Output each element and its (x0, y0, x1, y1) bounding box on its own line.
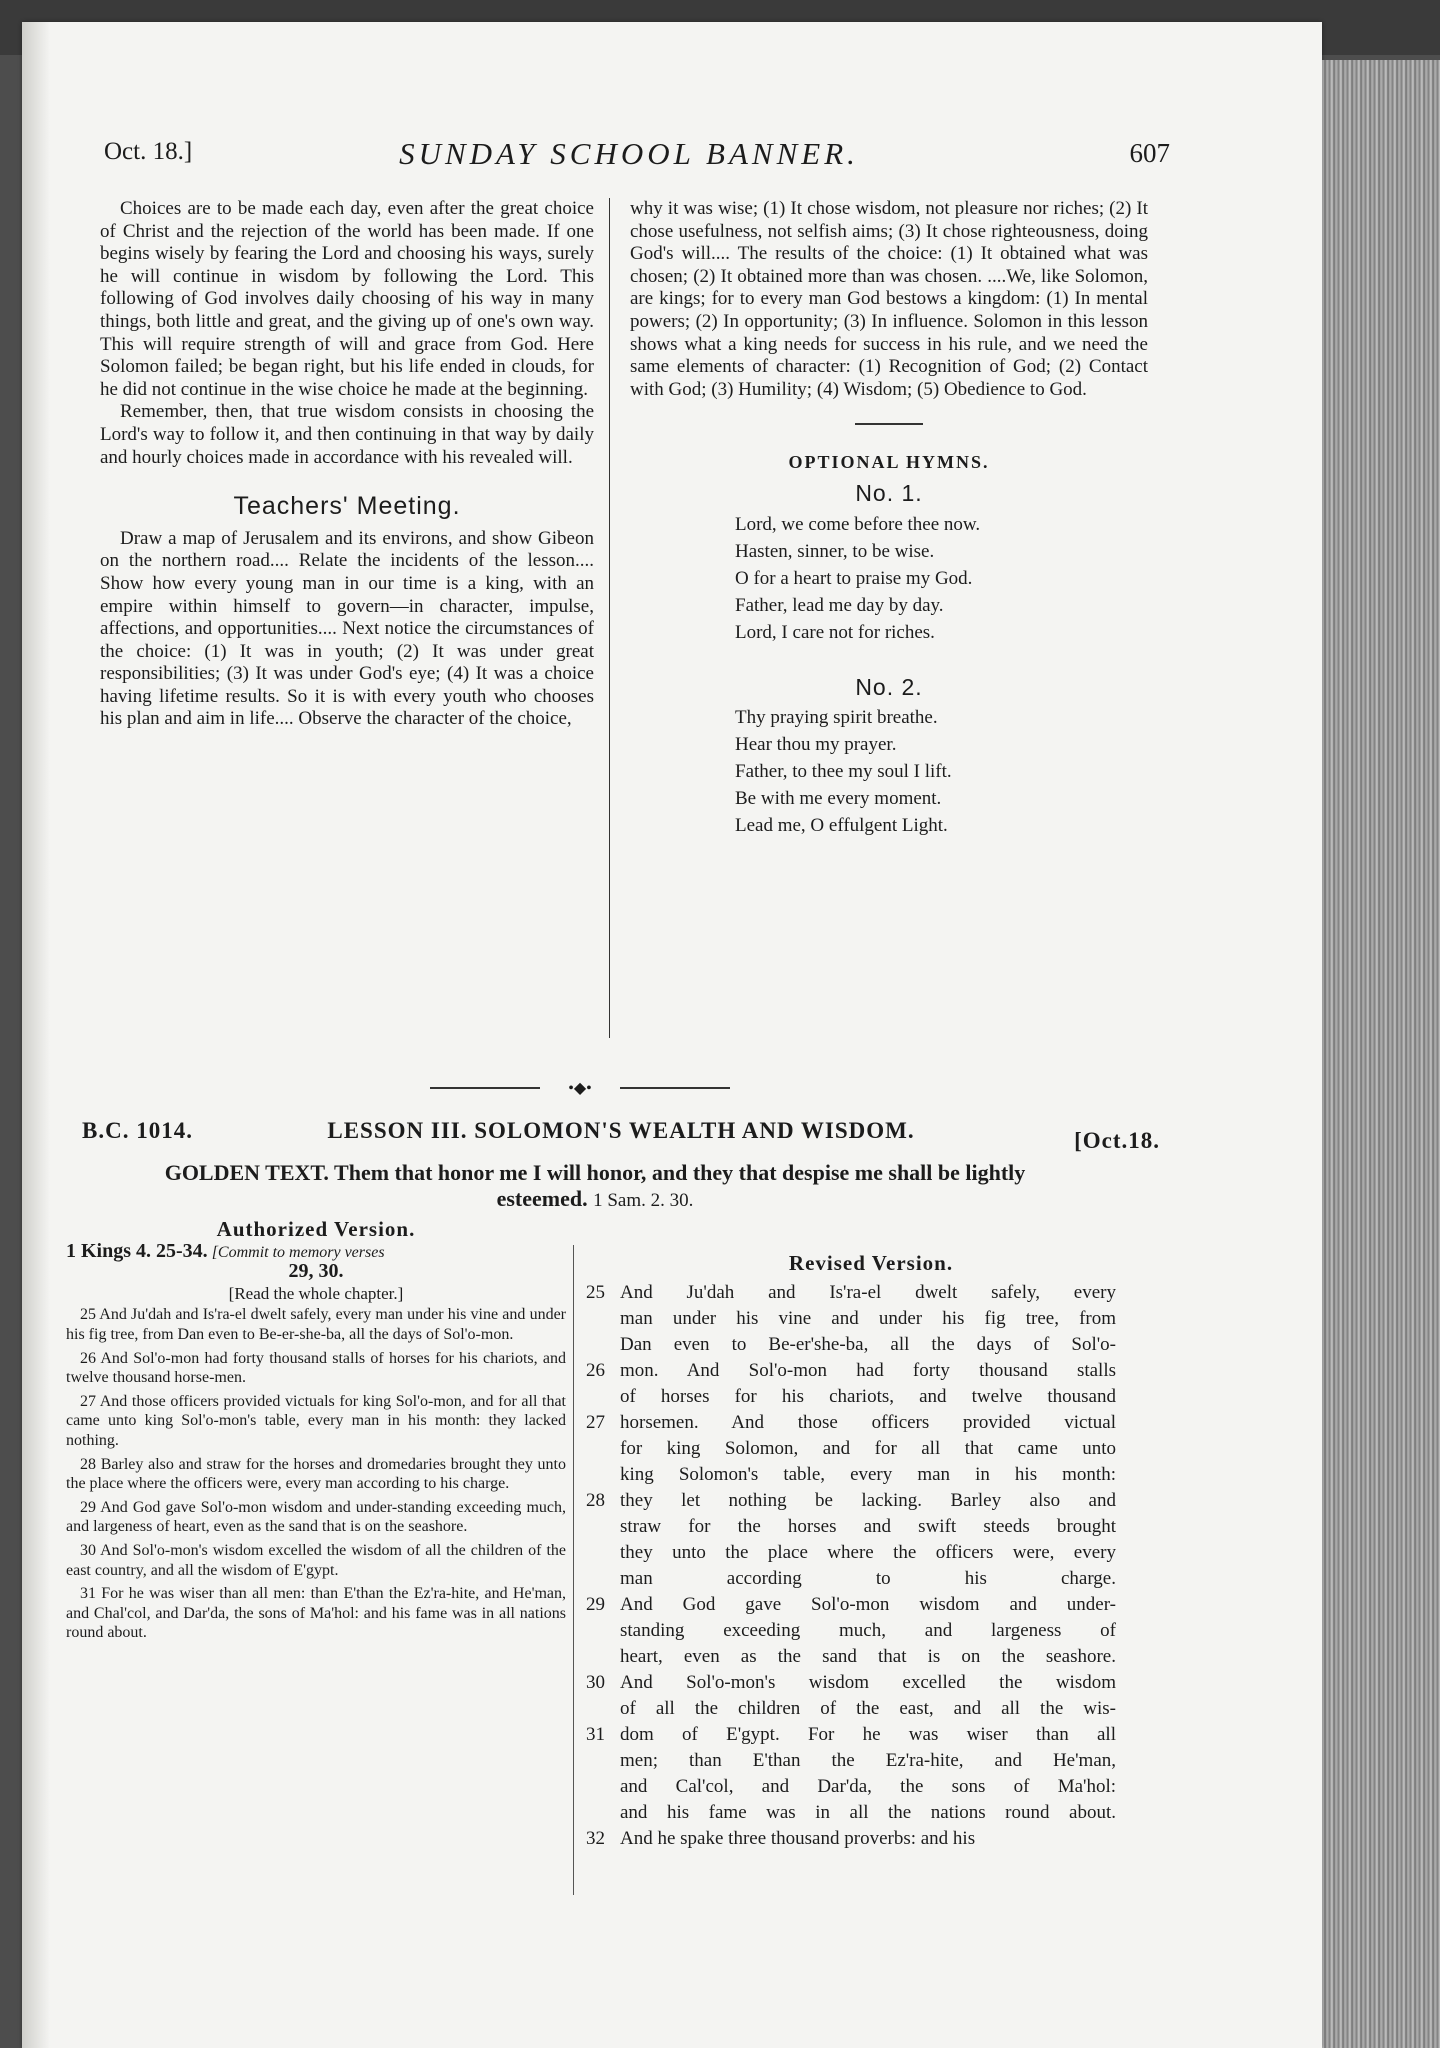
lesson-date: [Oct.18. (1074, 1128, 1160, 1153)
verse-number (586, 1540, 620, 1566)
hymn-list (630, 704, 1148, 839)
revised-line (586, 1488, 1116, 1514)
hymn-list (630, 511, 1148, 646)
hymn-line: Thy praying spirit breathe. (735, 707, 938, 729)
revised-line (586, 1644, 1116, 1670)
verse-number: 26 (586, 1360, 605, 1381)
revised-line (586, 1436, 1116, 1462)
revised-line (586, 1592, 1116, 1618)
hymn-line: Hasten, sinner, to be wise. (735, 540, 935, 562)
left-column (100, 198, 594, 731)
book-fore-edge (1318, 60, 1440, 2048)
verse-number: 30 (586, 1672, 605, 1693)
verse-text: And God gave Sol'o-mon wisdom and under- (620, 1594, 1116, 1615)
revised-line (586, 1670, 1116, 1696)
revised-version-title: Revised Version. (788, 1251, 954, 1275)
verse: 25 And Ju'dah and Is'ra-el dwelt safely, every man under his vine and under his fig tree, from Dan even to Be-er-she-ba, all the days of Sol'o-mon. (66, 1306, 566, 1343)
body-paragraph: Remember, then, that true wisdom consists in choosing the Lord's way to follow it, and then continuing in that way by daily and hourly choices made in accordance with his revealed will. (100, 401, 594, 468)
body-paragraph: why it was wise; (1) It chose wisdom, not pleasure nor riches; (2) It chose usefulness, not selfish aims; (3) It chose righteousness, doing God's will.... The results of the choice: (1) It obtained what was chosen; (2) It obtained more than was chosen. ....We, like Solomon, are kings; for to every man God bestows a kingdom: (1) In mental powers; (2) In opportunity; (3) In influence. Solomon in this lesson shows what a king needs for success in his rule, and we need the same elements of character: (1) Recognition of God; (2) Contact with God; (3) Humility; (4) Wisdom; (5) Obedience to God. (630, 198, 1148, 400)
verse: 29 And God gave Sol'o-mon wisdom and under-standing exceeding much, and largeness of heart, even as the sand that is on the seashore. (66, 1498, 566, 1536)
authorized-version-title: Authorized Version. (216, 1217, 416, 1241)
column-divider (573, 1245, 574, 1895)
hymn-line: Be with me every moment. (735, 788, 942, 810)
hymn-line: Lord, I care not for riches. (735, 621, 935, 643)
memory-verses: 29, 30. (288, 1260, 344, 1283)
hymn-line: Hear thou my prayer. (735, 734, 897, 756)
verse-number: 27 (586, 1412, 605, 1433)
revised-version (586, 1250, 1116, 1852)
verse-number (586, 1774, 620, 1800)
verse-text: of all the children of the east, and all the wis- (620, 1698, 1116, 1719)
verse-number (586, 1332, 620, 1358)
revised-line (586, 1800, 1116, 1826)
verse-text: man under his vine and under his fig tree, from (620, 1308, 1116, 1329)
verse-number (586, 1306, 620, 1332)
revised-line (586, 1722, 1116, 1748)
revised-line (586, 1696, 1116, 1722)
teachers-meeting-text: Draw a map of Jerusalem and its environs, and show Gibeon on the northern road.... Relate the incidents of the lesson.... Show how every young man in our time is a king, with an empire within himself to govern—in character, impulse, affections, and opportunities.... Next notice the circumstances of the choice: (1) It was in youth; (2) It was under great responsibilities; (3) It was under God's eye; (4) It was a choice having lifetime results. So it is with every youth who chooses his plan and aim in life.... Observe the character of the choice, (100, 527, 594, 730)
commit-note: [Commit to memory verses (211, 1243, 385, 1261)
verse-text: and his fame was in all the nations round about. (620, 1802, 1116, 1823)
hymn-line: Lord, we come before thee now. (735, 513, 981, 535)
lesson-title: LESSON III. SOLOMON'S WEALTH AND WISDOM. (327, 1118, 915, 1143)
verse-text: for king Solomon, and for all that came unto (620, 1438, 1116, 1459)
revised-line (586, 1410, 1116, 1436)
hymn-line: O for a heart to praise my God. (735, 567, 973, 589)
scripture-reference: 1 Kings 4. 25-34. (66, 1239, 208, 1262)
ornamental-divider (430, 1078, 730, 1098)
revised-line (586, 1618, 1116, 1644)
hymn-line: Father, lead me day by day. (735, 594, 944, 616)
verse-text: king Solomon's table, every man in his month: (620, 1464, 1116, 1485)
verse-number (586, 1462, 620, 1488)
section-divider (855, 423, 923, 425)
verse-number (586, 1696, 620, 1722)
verse: 30 And Sol'o-mon's wisdom excelled the wisdom of all the children of the east country, and all the wisdom of E'gypt. (66, 1541, 566, 1579)
verse-text: standing exceeding much, and largeness of (620, 1620, 1116, 1641)
column-divider (609, 198, 610, 1038)
running-header (88, 130, 1170, 180)
verse-number: 32 (586, 1828, 605, 1849)
verse-number (586, 1514, 620, 1540)
lesson-date-bc: B.C. 1014. (82, 1118, 193, 1143)
revised-line (586, 1826, 1116, 1852)
revised-line (586, 1384, 1116, 1410)
hymn-number: No. 1. (855, 479, 923, 506)
verse-number (586, 1644, 620, 1670)
verse-text: dom of E'gypt. For he was wiser than all (620, 1724, 1116, 1745)
revised-line (586, 1514, 1116, 1540)
hymn-line: Lead me, O effulgent Light. (735, 815, 948, 837)
revised-line (586, 1774, 1116, 1800)
verse-number: 25 (586, 1282, 605, 1303)
revised-line (586, 1748, 1116, 1774)
verse-text: And Sol'o-mon's wisdom excelled the wisdom (620, 1672, 1116, 1693)
verse-text: And Ju'dah and Is'ra-el dwelt safely, every (620, 1282, 1116, 1303)
ornament-rule (620, 1087, 730, 1089)
header-date: Oct. 18.] (104, 138, 193, 165)
page-gutter-shadow (22, 22, 50, 2048)
verse-text: And he spake three thousand proverbs: and his (620, 1828, 976, 1849)
verse-text: man according to his charge. (620, 1568, 1116, 1589)
revised-line (586, 1566, 1116, 1592)
teachers-meeting-heading: Teachers' Meeting. (233, 492, 461, 521)
page-number: 607 (1129, 138, 1170, 168)
revised-line (586, 1358, 1116, 1384)
verse-number: 29 (586, 1594, 605, 1615)
revised-line (586, 1540, 1116, 1566)
verse: 26 And Sol'o-mon had forty thousand stalls of horses for his chariots, and twelve thousand horse-men. (66, 1349, 566, 1387)
revised-line (586, 1462, 1116, 1488)
ornament-rule (430, 1087, 540, 1089)
verse-text: and Cal'col, and Dar'da, the sons of Ma'hol: (620, 1776, 1116, 1797)
verse-number: 31 (586, 1724, 605, 1745)
verse: 31 For he was wiser than all men: than E'than the Ez'ra-hite, and He'man, and Chal'col, and Dar'da, the sons of Ma'hol: and his fame was in all nations round about. (66, 1585, 566, 1642)
verse-number (586, 1618, 620, 1644)
verse-number (586, 1566, 620, 1592)
verse: 28 Barley also and straw for the horses and dromedaries brought they unto the place where the officers were, every man according to his charge. (66, 1455, 566, 1493)
verse-text: mon. And Sol'o-mon had forty thousand stalls (620, 1360, 1116, 1381)
revised-line (586, 1332, 1116, 1358)
verse-number (586, 1748, 620, 1774)
verse-text: heart, even as the sand that is on the seashore. (620, 1646, 1116, 1667)
verse-text: they let nothing be lacking. Barley also and (620, 1490, 1116, 1511)
revised-verse-lines (586, 1280, 1116, 1852)
revised-line (586, 1280, 1116, 1306)
verse-text: they unto the place where the officers were, every (620, 1542, 1116, 1563)
golden-text-reference: 1 Sam. 2. 30. (593, 1190, 694, 1211)
verse-number (586, 1800, 620, 1826)
revised-line (586, 1306, 1116, 1332)
golden-text-body: Them that honor me I will honor, and they that despise me shall be lightly esteemed. (334, 1160, 1026, 1211)
verse-number (586, 1384, 620, 1410)
hymn-line: Father, to thee my soul I lift. (735, 761, 952, 783)
verse: 27 And those officers provided victuals for king Sol'o-mon, and for all that came unto king Sol'o-mon's table, every man in his month: they lacked nothing. (66, 1392, 566, 1449)
header-title: SUNDAY SCHOOL BANNER. (399, 136, 859, 171)
golden-text (120, 1160, 1070, 1214)
body-paragraph: Choices are to be made each day, even after the great choice of Christ and the rejection of the world has been made. If one begins wisely by fearing the Lord and choosing his ways, surely he will continue in wisdom by following the Lord. This following of God involves daily choosing of his way in many things, both little and great, and the giving up of one's own way. This will require strength of will and grace from God. Here Solomon failed; be began right, but his life ended in clouds, for he did not continue in the wise choice he made at the beginning. (100, 198, 594, 400)
verse-text: straw for the horses and swift steeds brought (620, 1516, 1116, 1537)
golden-text-label: GOLDEN TEXT. (164, 1160, 329, 1185)
verse-text: of horses for his chariots, and twelve thousand (620, 1386, 1116, 1407)
ornament-icon: •◆• (568, 1080, 592, 1097)
optional-hymns-heading: OPTIONAL HYMNS. (788, 452, 990, 473)
verse-text: horsemen. And those officers provided victual (620, 1412, 1116, 1433)
read-note: [Read the whole chapter.] (228, 1283, 404, 1303)
verse-number: 28 (586, 1490, 605, 1511)
hymn-number: No. 2. (855, 673, 923, 700)
verse-number (586, 1436, 620, 1462)
authorized-version (66, 1217, 566, 1647)
right-column (630, 198, 1148, 839)
verse-text: Dan even to Be-er'she-ba, all the days of Sol'o- (620, 1334, 1116, 1355)
verse-text: men; than E'than the Ez'ra-hite, and He'man, (620, 1750, 1116, 1771)
